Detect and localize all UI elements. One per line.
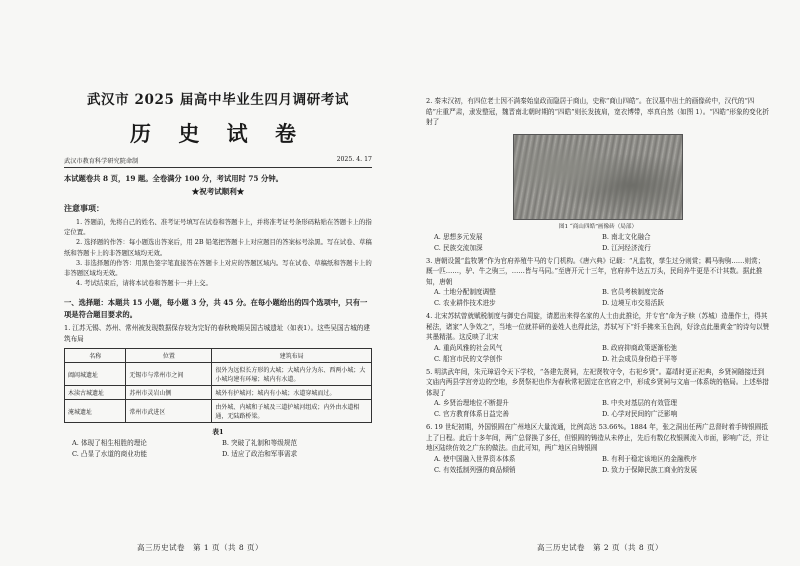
question-5-options	[434, 398, 770, 420]
note-item: 1. 答题前，先将自己的姓名、准考证号填写在试卷和答题卡上，并将准考证号条形码粘贴在答题卡上的指定位置。	[64, 218, 372, 237]
question-3-stem: 3. 唐朝设置“监牧署”作为官府养殖牛马的专门机构。《唐六典》记载：“凡监牧，孳生过分则赏；羁马驹驹……则赏；厩一匹……，驴、牛之驹三，……皆与马同。”至唐开元十三年，官府养牛达五万头，民间养牛更是不计其数。据此推知，唐朝	[426, 256, 765, 286]
table-1	[64, 348, 372, 423]
question-3-options	[434, 287, 770, 309]
table-caption: 表1	[212, 428, 224, 437]
option-b: B. 南北文化融合	[602, 232, 651, 241]
option-d: D. 致力于保障民族工商业的发展	[602, 465, 697, 474]
option-c: C. 有效抵制列强的商品倾销	[434, 465, 516, 474]
table-cell: 很外为远似长方形的大城；大城内分为东、西两小城；大小城均建有环壕；城内有水道。	[212, 363, 372, 386]
table-header: 建筑布局	[212, 349, 372, 363]
notes-title: 注意事项：	[64, 203, 104, 213]
option-b: B. 官员考核制度完备	[602, 288, 664, 296]
page-footer: 高三历史试卷 第 2 页（共 8 页）	[536, 543, 664, 552]
question-4-options	[434, 343, 770, 365]
table-header: 名称	[65, 349, 126, 363]
table-header: 位置	[126, 349, 212, 363]
option-a: A. 重尚风雅的社会风气	[434, 343, 503, 352]
figure-caption: 图1 “商山四皓”画像砖（局部）	[558, 223, 638, 230]
note-item: 3. 非选择题的作答：用黑色签字笔直接答在答题卡上对应的答题区域内。写在试卷、草稿纸和答题卡上的非答题区域均无效。	[64, 258, 372, 278]
question-2-options	[434, 232, 770, 254]
option-a: A. 乡贤治理地位不断提升	[434, 399, 509, 407]
table-cell: 常州市武进区	[126, 400, 212, 423]
exam-title: 武汉市 2025 届高中毕业生四月调研考试	[86, 92, 350, 108]
question-2-stem: 2. 秦末汉初，有四位老士因不满秦始皇政而隐居于商山，史称“商山四皓”。在汉墓中出土的画像砖中，汉代的“四皓”庄重严肃，隶发整冠，魏晋南北朝时期的“四皓”则长发披肩，宽衣博带，率真自然（如图 1）。“四皓”形象的变化折射了	[426, 97, 769, 126]
table-cell: 木渎古城遗址	[65, 386, 126, 400]
question-1-stem: 1. 江苏无锡、苏州、常州被发现数据保存较为完好的春秋晚期吴国古城遗址（如表1）。这些吴国古城的建筑布局	[64, 324, 370, 343]
option-d: D. 边境互市交易活跃	[602, 299, 664, 307]
page-footer: 高三历史试卷 第 1 页（共 8 页）	[136, 543, 264, 552]
question-5-stem: 5. 明洪武年间，朱元璋诏令天下学校，“各建先贤祠，左祀贤牧守令，右祀乡贤”。嘉靖时更正祀典，乡贤祠随接迁到文庙内两县学宫旁边的空地，乡贤祭祀也作为春秋常祀固定在官府之中，形成乡贤祠与文庙一体系统的格局。上述举措体现了	[426, 367, 769, 397]
option-b: B. 政府抑商政策逐渐松弛	[602, 343, 677, 352]
table-cell: 无锡市与常州市之间	[126, 363, 212, 386]
option-d: D. 适应了政治和军事需求	[222, 450, 298, 459]
table-header-row	[65, 349, 372, 363]
table-cell: 苏州市灵岩山侧	[126, 386, 212, 400]
question-6-stem: 6. 19 世纪初期，外国银圆在广州地区大量流通，比例高达 53.66%。1884 年，张之洞出任两广总督时着手铸银圆抵上了日程。此后十多年间，两广总督换了多任，但银圆的铸造从未停止，先后有数亿枚银圆流入市面，影响广泛，并让地区陆续仿效之广东的做法。由此可知，两广地区自铸银圆	[426, 423, 769, 452]
page-2	[400, 0, 800, 566]
option-c: C. 船宫市民的文学创作	[434, 354, 503, 363]
question-1-options	[72, 438, 372, 460]
option-c: C. 凸显了水道的商业功能	[72, 450, 147, 459]
option-d: D. 江河经济流行	[602, 243, 651, 252]
table-row	[65, 400, 372, 423]
table-cell: 淹城遗址	[65, 400, 126, 423]
question-4-stem: 4. 北宋苏轼曾就赋税制度与御史台周旋，请愿出来得名家的人士由此推论，并专官“命为子赎（苏城）造墨作士，得其秘法，诸家”人争效之”，当地一位就祥研的姜姓人也得此法，苏轼写下“纤手拂来玉色润，好涂点此墨黄金”的诗句以赞其墨精湛。这反映了北宋	[426, 312, 770, 341]
option-a: A. 思想多元发展	[434, 232, 483, 241]
section-heading: 一、选择题：本题共 15 小题，每小题 3 分，共 45 分。在每小题给出的四个选项中，只有一项是符合题目要求的。	[64, 298, 368, 320]
table-row	[65, 363, 372, 386]
table-row	[65, 386, 372, 400]
question-6-options	[434, 454, 770, 476]
note-item: 2. 选择题的作答：每小题选出答案后，用 2B 铅笔把答题卡上对应题目的答案标号涂黑。写在试卷、草稿纸和答题卡上的非答题区域均无效。	[64, 238, 372, 257]
exam-date: 2025. 4. 17	[336, 156, 372, 163]
option-d: D. 社会成员身份趋于平等	[602, 354, 678, 363]
option-a: A. 土地分配制度调整	[434, 288, 496, 296]
brick-relief-image	[513, 134, 683, 220]
option-b: B. 有利于稳定该地区的金融秩序	[602, 454, 697, 463]
table-cell: 城外有护城河；城内有小城；水道穿城而过。	[212, 386, 372, 400]
table-cell: 由外城、内城和子城及三道护城河组成；内外由水道相通，无陆路桥梁。	[212, 400, 372, 423]
publisher: 武汉市教育科学研究院命制	[64, 158, 139, 165]
subject-title: 历 史 试 卷	[130, 121, 306, 146]
option-d: D. 心学对民间的广泛影响	[602, 410, 678, 418]
option-a: A. 使中国融入世界资本体系	[434, 454, 516, 463]
option-c: C. 民族交流加深	[434, 243, 483, 252]
note-item: 4. 考试结束后，请将本试卷和答题卡一并上交。	[76, 279, 212, 288]
meta-row	[64, 156, 372, 168]
option-c: C. 农业耕作技术进步	[434, 299, 496, 307]
option-b: B. 中央对基层的有效管理	[602, 399, 677, 407]
option-b: B. 突破了礼制和等级规范	[222, 439, 297, 448]
good-luck-line: ★祝考试顺利★	[191, 187, 245, 196]
exam-intro: 本试题卷共 8 页，19 题。全卷满分 100 分，考试用时 75 分钟。	[64, 174, 283, 183]
table-cell: 阖闾城遗址	[65, 363, 126, 386]
option-a: A. 体现了相生相胜的理论	[72, 439, 147, 448]
option-c: C. 官方教育体系日益完善	[434, 410, 509, 418]
